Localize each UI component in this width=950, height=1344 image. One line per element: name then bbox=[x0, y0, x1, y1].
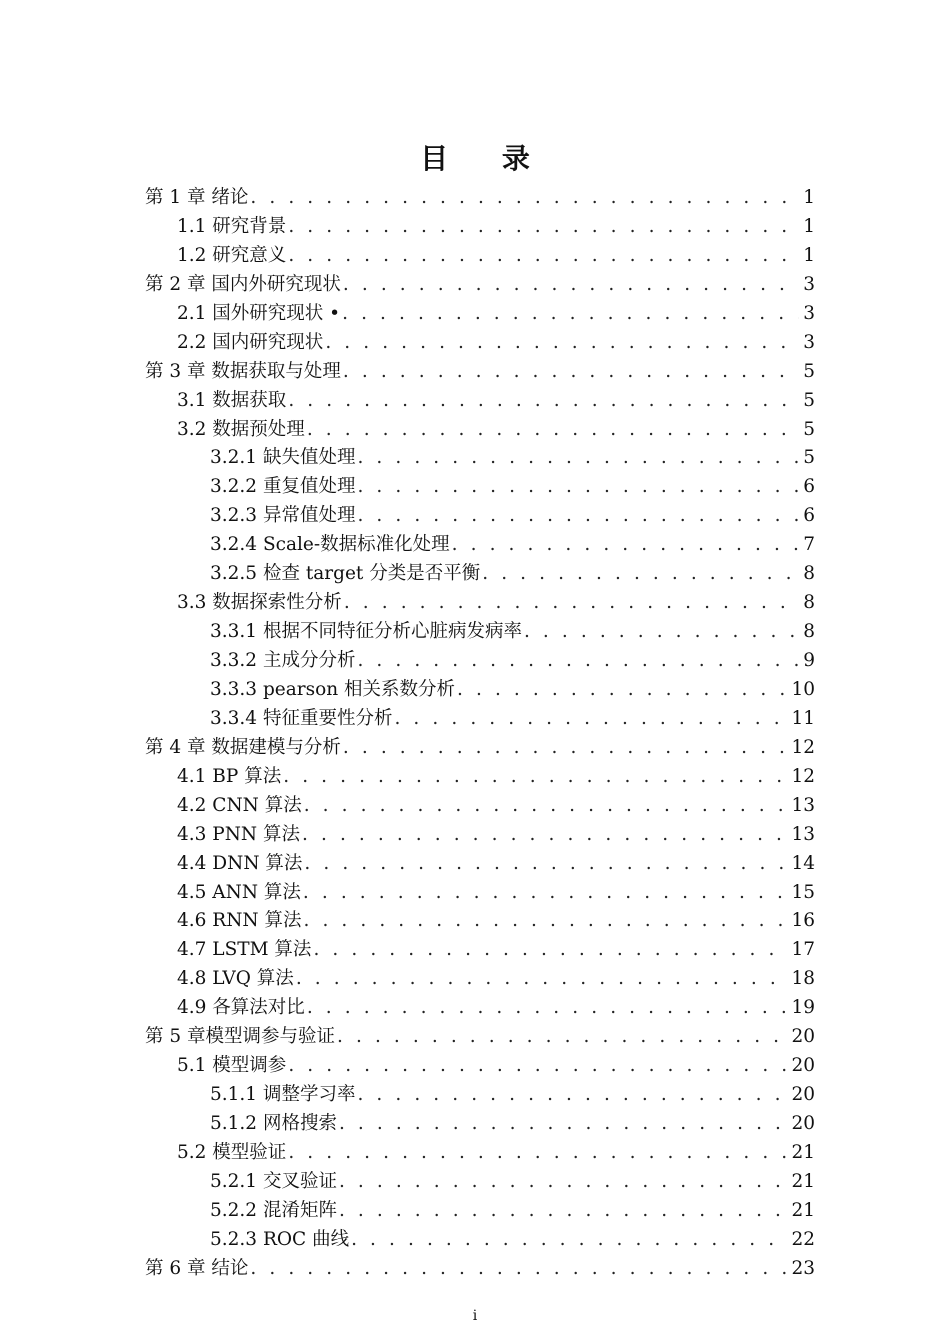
toc-entry-page: 7 bbox=[803, 534, 815, 556]
toc-entry-page: 1 bbox=[803, 215, 815, 237]
toc-entry[interactable] bbox=[145, 1139, 815, 1168]
toc-entry[interactable] bbox=[145, 242, 815, 271]
toc-entry-label: 5.1 模型调参 bbox=[177, 1055, 287, 1077]
toc-entry-label: 3.2.1 缺失值处理 bbox=[210, 447, 356, 469]
toc-dot-leader bbox=[337, 1023, 787, 1052]
toc-entry-label: 3.1 数据获取 bbox=[177, 389, 287, 411]
toc-entry[interactable] bbox=[145, 271, 815, 300]
toc-entry[interactable] bbox=[145, 618, 815, 647]
toc-entry[interactable] bbox=[145, 387, 815, 416]
toc-entry-page: 8 bbox=[803, 563, 815, 585]
toc-entry[interactable] bbox=[145, 560, 815, 589]
toc-entry-label: 3.3.2 主成分分析 bbox=[210, 650, 356, 671]
toc-dot-leader bbox=[302, 821, 787, 850]
toc-entry-page: 3 bbox=[803, 273, 815, 295]
toc-entry[interactable] bbox=[145, 792, 815, 821]
toc-entry-label: 2.2 国内研究现状 bbox=[177, 331, 324, 353]
toc-entry-page: 13 bbox=[791, 823, 815, 845]
toc-entry-page: 21 bbox=[791, 1170, 815, 1192]
toc-dot-leader bbox=[339, 1197, 788, 1226]
toc-entry-page: 1 bbox=[803, 187, 815, 208]
toc-entry-label: 第 3 章 数据获取与处理 bbox=[145, 360, 341, 382]
toc-entry-page: 11 bbox=[791, 707, 815, 729]
toc-dot-leader bbox=[313, 936, 787, 965]
toc-entry[interactable] bbox=[145, 1110, 815, 1139]
toc-dot-leader bbox=[303, 879, 788, 908]
toc-dot-leader bbox=[343, 358, 799, 387]
toc-dot-leader bbox=[394, 705, 787, 734]
toc-entry[interactable] bbox=[145, 1226, 815, 1255]
toc-entry-page: 10 bbox=[791, 678, 815, 700]
toc-entry-page: 6 bbox=[803, 505, 815, 527]
toc-entry[interactable] bbox=[145, 358, 815, 387]
toc-entry[interactable] bbox=[145, 329, 815, 358]
toc-entry-label: 第 2 章 国内外研究现状 bbox=[145, 273, 341, 295]
toc-dot-leader bbox=[342, 300, 799, 329]
toc-entry[interactable] bbox=[145, 416, 815, 445]
toc-entry-label: 5.2 模型验证 bbox=[177, 1141, 287, 1163]
toc-entry-label: 5.1.1 调整学习率 bbox=[210, 1084, 356, 1106]
toc-entry[interactable] bbox=[145, 763, 815, 792]
toc-entry-label: 3.3.1 根据不同特征分析心脏病发病率 bbox=[210, 621, 522, 643]
toc-entry-label: 5.2.1 交叉验证 bbox=[210, 1170, 337, 1192]
toc-dot-leader bbox=[304, 850, 787, 879]
toc-entry[interactable] bbox=[145, 821, 815, 850]
toc-entry[interactable] bbox=[145, 647, 815, 676]
toc-dot-leader bbox=[325, 329, 799, 358]
toc-entry-page: 21 bbox=[791, 1199, 815, 1221]
toc-entry-label: 3.2.4 Scale-数据标准化处理 bbox=[210, 534, 450, 556]
toc-entry-label: 4.4 DNN 算法 bbox=[177, 852, 303, 874]
toc-entry-label: 3.2.2 重复值处理 bbox=[210, 476, 356, 498]
toc-entry-page: 5 bbox=[803, 360, 815, 382]
toc-entry[interactable] bbox=[145, 994, 815, 1023]
toc-entry[interactable] bbox=[145, 705, 815, 734]
toc-entry-page: 3 bbox=[803, 302, 815, 324]
toc-dot-leader bbox=[344, 589, 799, 618]
toc-entry-label: 第 4 章 数据建模与分析 bbox=[145, 736, 341, 758]
toc-entry-label: 第 6 章 结论 bbox=[145, 1257, 249, 1279]
toc-entry-page: 22 bbox=[791, 1228, 815, 1250]
page-number: i bbox=[472, 1308, 478, 1324]
toc-entry-label: 3.2.5 检查 target 分类是否平衡 bbox=[210, 563, 481, 585]
toc-dot-leader bbox=[343, 734, 788, 763]
toc-entry-page: 8 bbox=[803, 621, 815, 643]
toc-dot-leader bbox=[288, 213, 799, 242]
toc-entry[interactable] bbox=[145, 936, 815, 965]
toc-entry-page: 9 bbox=[803, 650, 815, 671]
toc-entry[interactable] bbox=[145, 1197, 815, 1226]
toc-entry-label: 4.9 各算法对比 bbox=[177, 997, 305, 1019]
toc-entry-label: 4.7 LSTM 算法 bbox=[177, 939, 312, 961]
toc-dot-leader bbox=[296, 965, 788, 994]
toc-entry-label: 5.2.3 ROC 曲线 bbox=[210, 1228, 350, 1250]
toc-dot-leader bbox=[357, 473, 799, 502]
toc-dot-leader bbox=[283, 763, 787, 792]
toc-entry-label: 4.5 ANN 算法 bbox=[177, 881, 301, 903]
toc-entry[interactable] bbox=[145, 589, 815, 618]
toc-dot-leader bbox=[343, 271, 799, 300]
toc-entry-page: 1 bbox=[803, 244, 815, 266]
toc-entry[interactable] bbox=[145, 907, 815, 936]
toc-entry-page: 18 bbox=[791, 968, 815, 990]
toc-entry[interactable] bbox=[145, 1168, 815, 1197]
toc-entry-page: 5 bbox=[803, 418, 815, 440]
toc-dot-leader bbox=[339, 1168, 788, 1197]
toc-entry-page: 5 bbox=[803, 447, 815, 469]
toc-dot-leader bbox=[304, 907, 788, 936]
toc-entry-label: 1.2 研究意义 bbox=[177, 244, 287, 266]
toc-entry-label: 1.1 研究背景 bbox=[177, 215, 287, 237]
toc-entry-page: 3 bbox=[803, 331, 815, 353]
toc-dot-leader bbox=[457, 676, 787, 705]
toc-entry-page: 8 bbox=[803, 592, 815, 614]
toc-entry-label: 2.1 国外研究现状 • bbox=[177, 302, 341, 324]
toc-dot-leader bbox=[288, 242, 799, 271]
toc-entry-label: 4.2 CNN 算法 bbox=[177, 794, 302, 816]
table-of-contents bbox=[145, 184, 815, 1284]
toc-dot-leader bbox=[250, 184, 799, 213]
toc-entry-page: 20 bbox=[791, 1084, 815, 1106]
toc-dot-leader bbox=[307, 994, 788, 1023]
toc-entry-page: 20 bbox=[791, 1026, 815, 1048]
toc-entry[interactable] bbox=[145, 965, 815, 994]
toc-entry[interactable] bbox=[145, 531, 815, 560]
toc-entry[interactable] bbox=[145, 473, 815, 502]
toc-dot-leader bbox=[307, 416, 799, 445]
toc-dot-leader bbox=[250, 1255, 787, 1284]
toc-entry-page: 5 bbox=[803, 389, 815, 411]
toc-entry-page: 21 bbox=[791, 1141, 815, 1163]
toc-entry[interactable] bbox=[145, 502, 815, 531]
toc-entry-page: 20 bbox=[791, 1113, 815, 1134]
toc-entry[interactable] bbox=[145, 1052, 815, 1081]
toc-dot-leader bbox=[288, 1139, 787, 1168]
toc-entry-label: 第 1 章 绪论 bbox=[145, 187, 249, 208]
toc-entry[interactable] bbox=[145, 1255, 815, 1284]
toc-entry-label: 3.2.3 异常值处理 bbox=[210, 505, 356, 527]
toc-entry-label: 5.1.2 网格搜索 bbox=[210, 1113, 337, 1134]
toc-entry-page: 13 bbox=[791, 794, 815, 816]
toc-entry-page: 16 bbox=[791, 910, 815, 932]
toc-entry[interactable] bbox=[145, 184, 815, 213]
toc-entry-label: 4.3 PNN 算法 bbox=[177, 823, 301, 845]
toc-dot-leader bbox=[304, 792, 788, 821]
toc-dot-leader bbox=[357, 444, 799, 473]
toc-dot-leader bbox=[288, 387, 799, 416]
toc-dot-leader bbox=[351, 1226, 787, 1255]
toc-entry-page: 23 bbox=[791, 1257, 815, 1279]
toc-entry-label: 5.2.2 混淆矩阵 bbox=[210, 1199, 337, 1221]
toc-dot-leader bbox=[524, 618, 799, 647]
toc-entry[interactable] bbox=[145, 676, 815, 705]
toc-entry[interactable] bbox=[145, 879, 815, 908]
toc-dot-leader bbox=[357, 502, 799, 531]
toc-entry[interactable] bbox=[145, 1081, 815, 1110]
toc-dot-leader bbox=[288, 1052, 787, 1081]
toc-title: 目 录 bbox=[420, 142, 552, 175]
toc-entry-label: 4.8 LVQ 算法 bbox=[177, 968, 294, 990]
toc-dot-leader bbox=[452, 531, 800, 560]
toc-entry[interactable] bbox=[145, 1023, 815, 1052]
toc-entry[interactable] bbox=[145, 300, 815, 329]
toc-entry[interactable] bbox=[145, 444, 815, 473]
toc-entry-page: 20 bbox=[791, 1055, 815, 1077]
toc-entry[interactable] bbox=[145, 734, 815, 763]
toc-entry-page: 6 bbox=[803, 476, 815, 498]
toc-entry-page: 17 bbox=[791, 939, 815, 961]
toc-entry-label: 4.6 RNN 算法 bbox=[177, 910, 302, 932]
toc-entry-page: 14 bbox=[791, 852, 815, 874]
toc-entry-label: 3.3 数据探索性分析 bbox=[177, 592, 342, 614]
toc-entry[interactable] bbox=[145, 850, 815, 879]
toc-entry-page: 12 bbox=[791, 736, 815, 758]
toc-dot-leader bbox=[482, 560, 799, 589]
toc-entry-label: 第 5 章模型调参与验证 bbox=[145, 1026, 336, 1048]
toc-entry-label: 4.1 BP 算法 bbox=[177, 765, 282, 787]
toc-entry-page: 12 bbox=[791, 765, 815, 787]
toc-entry-page: 19 bbox=[791, 997, 815, 1019]
toc-entry-label: 3.3.3 pearson 相关系数分析 bbox=[210, 678, 456, 700]
toc-dot-leader bbox=[357, 647, 799, 676]
toc-dot-leader bbox=[357, 1081, 787, 1110]
toc-entry-label: 3.3.4 特征重要性分析 bbox=[210, 707, 393, 729]
toc-entry[interactable] bbox=[145, 213, 815, 242]
toc-entry-page: 15 bbox=[791, 881, 815, 903]
toc-dot-leader bbox=[339, 1110, 788, 1139]
toc-entry-label: 3.2 数据预处理 bbox=[177, 418, 305, 440]
